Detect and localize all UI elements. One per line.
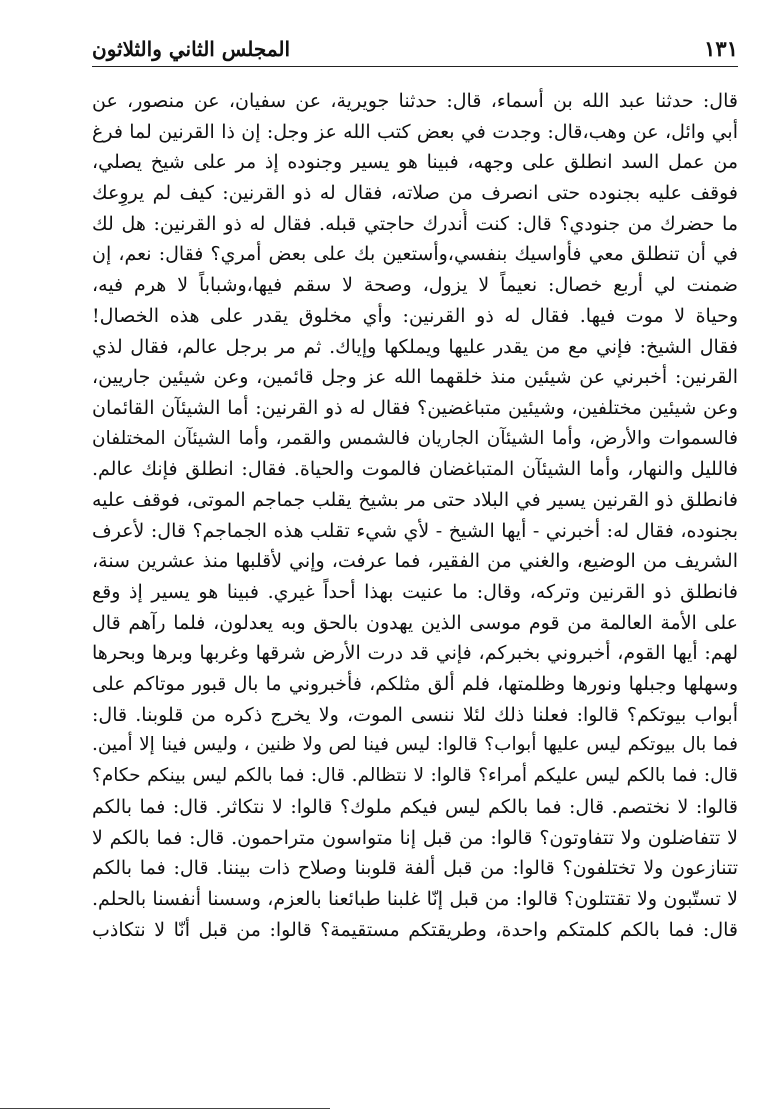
text-line: أبي وائل، عن وهب،قال: وجدت في بعض كتب الله عز وجل: إن ذا القرنين لما فرغ [92,120,738,143]
page-number: ١٣١ [704,36,738,61]
text-line: القرنين: أخبرني عن شيئين منذ خلقهما الله عز وجل قائمين، وعن شيئين جاريين، [92,366,738,389]
body-text [92,86,738,945]
text-line: فالليل والنهار، وأما الشيئآن المتباغضان فالموت والحياة. فقال: انطلق فإنك عالم. [92,458,738,481]
text-line: فما بال بيوتكم ليس عليها أبواب؟ قالوا: ليس فينا لص ولا ظنين ، وليس فينا إلا أمين. [92,734,738,756]
text-line: لا تستّبون ولا تقتتلون؟ قالوا: من قبل إنّا غلبنا طبائعنا بالعزم، وسسنا أنفسنا بالحلم. [92,887,738,910]
text-line: وحياة لا موت فيها. فقال له ذو القرنين: وأي مخلوق يقدر على هذه الخصال! [92,304,738,327]
text-line: قال: فما بالكم ليس عليكم أمراء؟ قالوا: لا نتظالم. قال: فما بالكم ليس بينكم حكام؟ [92,765,738,787]
text-line: الشريف من الوضيع، والغني من الفقير، فما عرفت، وإني لأقلبها منذ عشرين سنة، [92,550,738,573]
text-line: فالسموات والأرض، وأما الشيئآن الجاريان فالشمس والقمر، وأما الشيئآن المختلفان [92,427,738,449]
text-line: قالوا: لا نختصم. قال: فما بالكم ليس فيكم ملوك؟ قالوا: لا نتكاثر. قال: فما بالكم [92,795,738,818]
page-header [92,30,738,62]
text-line: فانطلق ذو القرنين وتركه، وقال: ما عنيت بهذا أحداً غيري. فبينا هو يسير إذ وقع [92,581,738,603]
text-line: ما حضرك من جنودي؟ قال: كنت أُندرك حاجتي قبله. فقال له ذو القرنين: هل لك [92,212,738,235]
text-line: قال: فما بالكم كلمتكم واحدة، وطريقتكم مستقيمة؟ قالوا: من قبل أنّا لا نتكاذب [92,918,738,941]
text-line: قال: حدثنا عبد الله بن أسماء، قال: حدثنا جويرية، عن سفيان، عن منصور، عن [92,90,738,112]
text-line: أبواب بيوتكم؟ قالوا: فعلنا ذلك لئلا ننسى الموت، ولا يخرج ذكره من قلوبنا. قال: [92,703,738,726]
text-line: في أن تنطلق معي فأُواسيك بنفسي،وأستعين بك على بعض أمري؟ فقال: نعم، إن [92,243,738,266]
header-divider [92,66,738,67]
text-line: ضمنت لي أربع خصال: نعيماً لا يزول، وصحة لا سقم فيها،وشباباً لا هرم فيه، [92,274,738,297]
text-line: تتنازعون ولا تختلفون؟ قالوا: من قبل ألفة قلوبنا وصلاح ذات بيننا. قال: فما بالكم [92,857,738,880]
text-line: من عمل السد انطلق على وجهه، فبينا هو يسير وجنوده إذ مر على شيخ يصلي، [92,151,738,174]
text-line: وعن شيئين مختلفين، وشيئين متباغضين؟ فقال له ذو القرنين: أما الشيئآن القائمان [92,396,738,419]
text-line: بجنوده، فقال له: أخبرني - أيها الشيخ - لأي شيء تقلب هذه الجماجم؟ قال: لأعرف [92,519,738,542]
text-line: على الأمة العالمة من قوم موسى الذين يهدون بالحق وبه يعدلون، فلما رآهم قال [92,611,738,634]
text-line: لهم: أيها القوم، أخبروني بخبركم، فإني قد درت الأرض شرقها وغربها وبرها وبحرها [92,642,738,665]
running-title: المجلس الثاني والثلاثون [92,37,291,61]
text-line: فوقف عليه بجنوده حتى انصرف من صلاته، فقال له ذو القرنين: كيف لم يروِعك [92,182,738,205]
text-line: وسهلها وجبلها ونورها وظلمتها، فلم ألق مثلكم، فأخبروني ما بال قبور موتاكم على [92,673,738,696]
footer-divider [0,1108,330,1109]
text-line: فقال الشيخ: فإني مع من يقدر عليها ويملكها وإياك. ثم مر برجل عالم، فقال لذي [92,335,738,358]
text-line: فانطلق ذو القرنين يسير في البلاد حتى مر بشيخ يقلب جماجم الموتى، فوقف عليه [92,488,738,511]
text-line: لا تتفاضلون ولا تتفاوتون؟ قالوا: من قبل إنا متواسون متراحمون. قال: فما بالكم لا [92,826,738,849]
